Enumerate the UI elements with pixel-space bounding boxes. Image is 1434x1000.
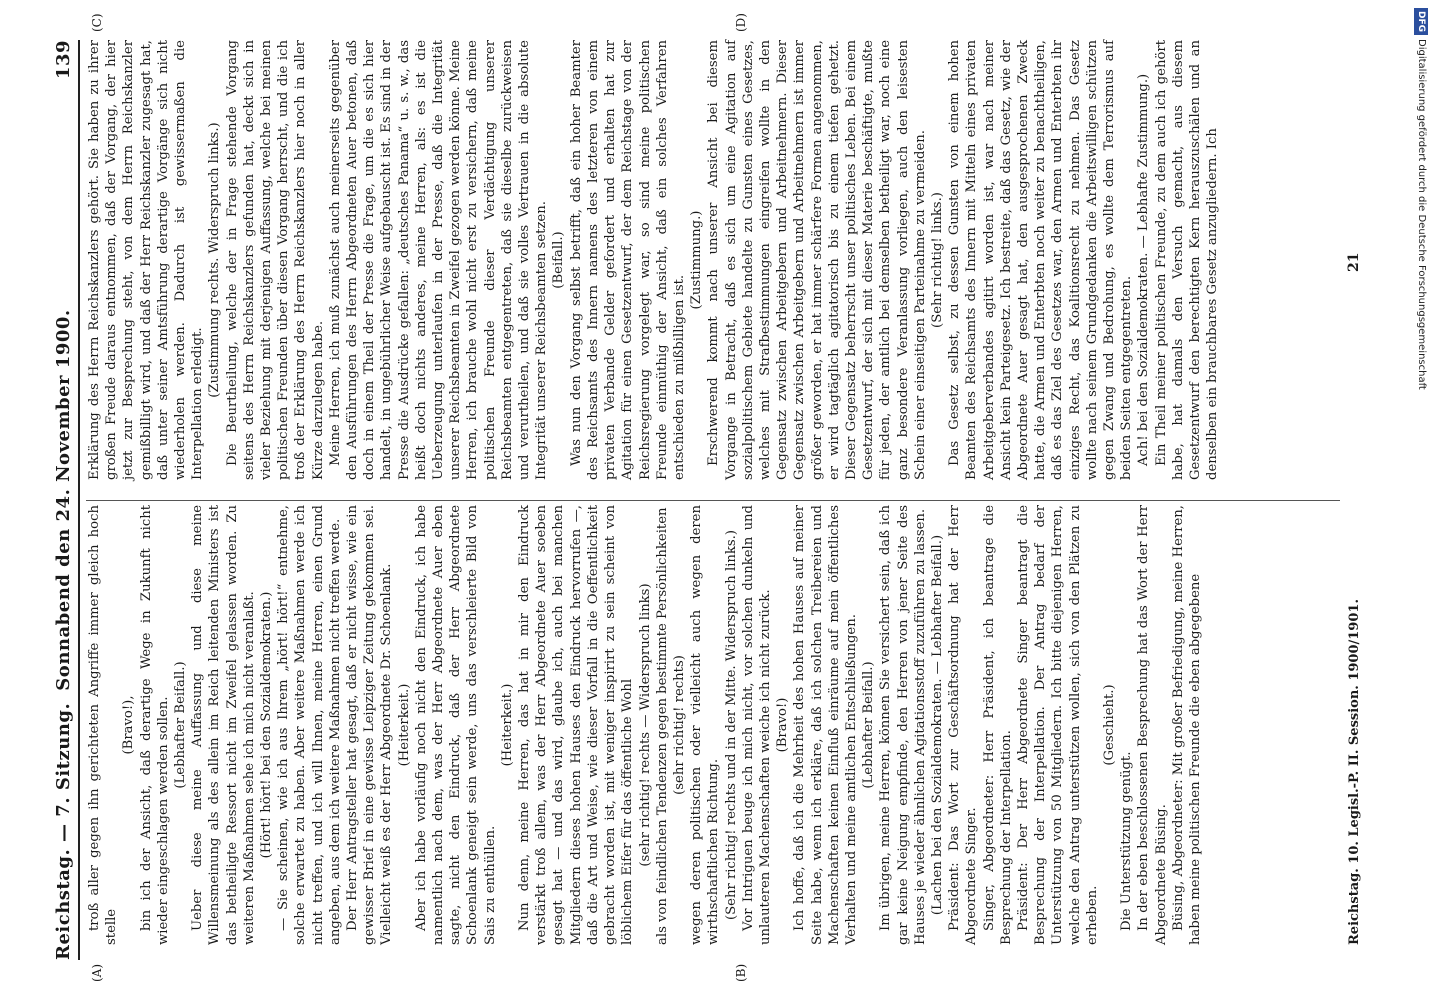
signature-mark: 21 bbox=[1346, 252, 1362, 272]
stage-direction: (Heiterkeit.) bbox=[499, 683, 515, 767]
paragraph: Singer, Abgeordneter: Herr Präsident, ich beantrage die Besprechung der Interpellation. bbox=[981, 505, 1014, 945]
dfg-logo: DFG bbox=[1414, 8, 1428, 35]
paragraph: Ueber diese meine Auffassung und diese meine Willensmeinung als des allein im Reich leitenden Ministers ist das betheiligte Ressort nicht im Zweifel gelassen worden. Zu weiteren Maßnahmen sehe ich mich nicht veranlaßt. bbox=[190, 505, 257, 945]
digitization-credit bbox=[1414, 8, 1428, 988]
stage-direction: (sehr richtig! rechts) bbox=[671, 655, 687, 795]
margin-marker-a: (A) bbox=[90, 963, 104, 982]
paragraph: In der eben beschlossenen Besprechung hat das Wort der Herr Abgeordnete Büsing. bbox=[1136, 505, 1169, 945]
paragraph: Was nun den Vorgang selbst betrifft, daß ein hoher Beamter des Reichsamts des Innern namens des letzteren von einem privaten Verbande Gelder gefordert und erhalten hat zur Agitation für einen Gesetzentwurf, der dem Reichstage von der Reichsregierung vorgelegt war, so sind meine politischen Freunde einmüthig der Ansicht, daß ein solches Verfahren entschieden zu mißbilligen ist. bbox=[568, 40, 687, 480]
credit-text: Digitalisierung gefördert durch die Deutsche Forschungsgemeinschaft bbox=[1416, 39, 1427, 390]
stage-direction: (Lebhafter Beifall.) bbox=[173, 661, 189, 789]
stage-direction: (Sehr richtig! rechts und in der Mitte. Widerspruch links.) bbox=[723, 529, 739, 921]
page-footer bbox=[1347, 599, 1362, 945]
paragraph: wegen deren politischen oder vielleicht auch wegen deren wirthschaftlichen Richtung. bbox=[689, 505, 722, 945]
paragraph: Im übrigen, meine Herren, können Sie versichert sein, daß ich gar keine Neigung empfinde, den Herren von jener Seite des Hauses je wieder ähnlichen Agitationsstoff zuzuführen zu lassen. bbox=[878, 505, 928, 945]
paragraph: Das Gesetz selbst, zu dessen Gunsten von einem hohen Beamten des Reichsamts des Innern mit Mitteln eines privaten Arbeitgeberverbandes agitirt worden ist, war nach meiner Ansicht kein Parteigesetz. Ich bestreite, daß das Gesetz, wie der Abgeordnete Auer gesagt hat, den ausgesprochenen Zweck hatte, die Armen und Enterbten noch weiter zu benachtheiligen, daß es das Ziel des Gesetzes war, den Armen und Enterbten ihr einziges Recht, das Koalitionsrecht zu nehmen. Das Gesetz wollte nach seinem Grundgedanken die Arbeitswilligen schützen gegen Zwang und Bedrohung, es wollte dem Terrorismus auf beiden Seiten entgegentreten. bbox=[947, 40, 1135, 480]
stage-direction: (Bravo!) bbox=[775, 697, 791, 753]
paragraph: Vor Intriguen beuge ich mich nicht, vor solchen dunkeln und unlauteren Machenschaften weiche ich nicht zurück. bbox=[740, 505, 773, 945]
paragraph: Erklärung des Herrn Reichskanzlers gehört. Sie haben zu ihrer großen Freude daraus entnommen, daß der Vorgang, der hier jetzt zur Besprechung steht, von dem Herrn Reichskanzler gemißbilligt wird, und daß der Herr Reichskanzler zugesagt hat, daß unter seiner Amtsführung derartige Vorgänge sich nicht wiederholen werden. Dadurch ist gewissermaßen die Interpellation erledigt. bbox=[87, 40, 206, 480]
header-session: Reichstag. — 7. Sitzung. bbox=[53, 702, 74, 960]
stage-direction: (Lebhafter Beifall.) bbox=[861, 661, 877, 789]
paragraph: Die Unterstützung genügt. bbox=[1119, 751, 1135, 931]
paragraph: Der Herr Antragsteller hat gesagt, daß er nicht wisse, wie ein gewisser Brief in eine gewisse Leipziger Zeitung gekommen sei. Vielleicht weiß es der Herr Abgeordnete Dr. Schoenlank. bbox=[345, 505, 395, 945]
margin-marker-d: (D) bbox=[734, 13, 748, 32]
paragraph: Büsing, Abgeordneter: Mit großer Befriedigung, meine Herren, haben meine politischen Freunde die eben abgegebene bbox=[1170, 505, 1203, 945]
stage-direction: (Hört! hört! bei den Sozialdemokraten.) bbox=[259, 591, 275, 859]
paragraph: als von feindlichen Tendenzen gegen bestimmte Persönlichkeiten bbox=[654, 507, 670, 945]
paragraph: Ach! bei den Sozialdemokraten. — Lebhafte Zustimmung.) bbox=[1136, 73, 1152, 466]
paragraph: Die Beurtheilung, welche der in Frage stehende Vorgang seitens des Herrn Reichskanzlers gefunden hat, deckt sich in vieler Beziehung mit derjenigen Auffassung, welche bei meinen politischen Freunden über diesen Vorgang herrscht, und die ich troß der Erklärung des Herrn Reichskanzlers hier noch in aller Kürze darzulegen habe. bbox=[224, 40, 326, 480]
column-divider bbox=[86, 500, 1340, 501]
paragraph: Präsident: Der Herr Abgeordnete Singer beantragt die Besprechung der Interpellation. Der Antrag bedarf der Unterstützung von 50 Mitgliedern. Ich bitte diejenigen Herren, welche den Antrag unterstützen wollen, sich von den Plätzen zu erheben. bbox=[1015, 505, 1100, 945]
paragraph: troß aller gegen ihn gerichteten Angriffe immer gleich hoch stelle bbox=[87, 505, 120, 945]
right-text-column bbox=[86, 40, 1340, 480]
stage-direction: (Zustimmung.) bbox=[689, 210, 705, 310]
page-header bbox=[48, 40, 80, 960]
stage-direction: (Geschieht.) bbox=[1101, 684, 1117, 766]
paragraph: Ich hoffe, daß ich die Mehrheit des hohen Hauses auf meiner Seite habe, wenn ich erkläre, daß ich solchen Treibereien und Machenschaften keinen Einfluß einräume auf mein öffentliches Verhalten und meine amtlichen Entschließungen. bbox=[792, 505, 859, 945]
footer-source: Reichstag. 10. Legisl.-P. II. Session. 1900/1901. bbox=[1347, 599, 1362, 945]
paragraph: Nun denn, meine Herren, das hat in mir den Eindruck verstärkt troß allem, was der Herr Abgeordnete Auer soeben gesagt hat — und das wird, glaube ich, auch bei manchen Mitgliedern dieses hohen Hauses den Eindruck hervorrufen —, daß die Art und Weise, wie dieser Vorfall in die Oeffentlichkeit gebracht worden ist, mit weniger inspirirt zu sein scheint von löblichem Eifer für das öffentliche Wohl bbox=[517, 505, 636, 945]
stage-direction: (sehr richtig! rechts — Widerspruch links) bbox=[637, 583, 653, 867]
paragraph: Erschwerend kommt nach unserer Ansicht bei diesem Vorgange in Betracht, daß es sich um eine Agitation auf sozialpolitischem Gebiete handelte zu Gunsten eines Gesetzes, welches mit Strafbestimmungen eingreifen wollte in den Gegensatz zwischen Arbeitgebern und Arbeitnehmern. Dieser Gegensatz zwischen Arbeitgebern und Arbeitnehmern ist immer größer geworden, er hat immer schärfere Formen angenommen, er wird tagtäglich agitatorisch bis zu einem tiefen gehetzt. Dieser Gegensatz beherrscht unser politisches Leben. Bei einem Gesetzentwurf, der sich mit dieser Materie beschäftigte, mußte für jeden, der amtlich bei demselben betheiligt war, noch eine ganz besondere Veranlassung vorliegen, auch den leisesten Schein einer einseitigen Parteinahme zu vermeiden. bbox=[706, 40, 928, 480]
stage-direction: (Sehr richtig! links.) bbox=[929, 192, 945, 328]
stage-direction: (Beifall.) bbox=[551, 231, 567, 289]
stage-direction: (Bravo!), bbox=[121, 695, 137, 755]
paragraph: bin ich der Ansicht, daß derartige Wege in Zukunft nicht wieder eingeschlagen werden sollen. bbox=[138, 505, 171, 945]
paragraph: Ein Theil meiner politischen Freunde, zu dem auch ich gehört habe, hat damals den Versuch gemacht, aus diesem Gesetzentwurf den berechtigten Kern herauszuschälen und an denselben ein brauchbares Gesetz anzugliedern. Ich bbox=[1153, 40, 1221, 480]
page-number: 139 bbox=[53, 40, 74, 80]
stage-direction: (Lachen bei den Sozialdemokraten. — Lebhafter Beifall.) bbox=[929, 534, 945, 916]
paragraph: Aber ich habe vorläufig noch nicht den Eindruck, ich habe namentlich nach dem, was der Herr Abgeordnete Auer eben sagte, nicht den Eindruck, daß der Herr Abgeordnete Schoenlank geneigt sein werde, uns das verschleierte Bild von Sais zu enthüllen. bbox=[413, 505, 498, 945]
paragraph: Präsident: Das Wort zur Geschäftsordnung hat der Herr Abgeordnete Singer. bbox=[947, 505, 980, 945]
margin-marker-c: (C) bbox=[90, 13, 104, 32]
stage-direction: (Zustimmung rechts. Widerspruch links.) bbox=[207, 122, 223, 398]
paragraph: — Sie scheinen, wie ich aus Ihrem „hört! hört!“ entnehme, solche erwartet zu haben. Aber weitere Maßnahmen werde ich nicht treffen, und ich will Ihnen, meine Herren, einen Grund angeben, aus dem ich weitere Maßnahmen nicht treffen werde. bbox=[276, 505, 343, 945]
header-date: Sonnabend den 24. November 1900. bbox=[53, 309, 74, 691]
margin-marker-b: (B) bbox=[734, 963, 748, 982]
paragraph: Meine Herren, ich muß zunächst auch meinerseits gegenüber den Ausführungen des Herrn Abgeordneten Auer betonen, daß doch in einem Theil der Presse die Frage, um die es sich hier handelt, in ungebührlicher Weise aufgebauscht ist. Es sind in der Presse die Ausdrücke gefallen: „deutsches Panama“ u. s. w., das heißt doch nichts anderes, meine Herren, als: es ist die Ueberzeugung unterlaufen in der Presse, daß die Integrität unserer Reichsbeamten in Zweifel gezogen werden könne. Meine Herren, ich brauche wohl nicht erst zu versichern, daß meine politischen Freunde dieser Verdächtigung unserer Reichsbeamten entgegentreten, daß sie dieselbe zurückweisen und verurtheilen, und daß sie volles Vertrauen in die absolute Integrität unserer Reichsbeamten setzen. bbox=[327, 40, 550, 480]
stage-direction: (Heiterkeit.) bbox=[396, 683, 412, 767]
left-text-column bbox=[86, 505, 1340, 945]
